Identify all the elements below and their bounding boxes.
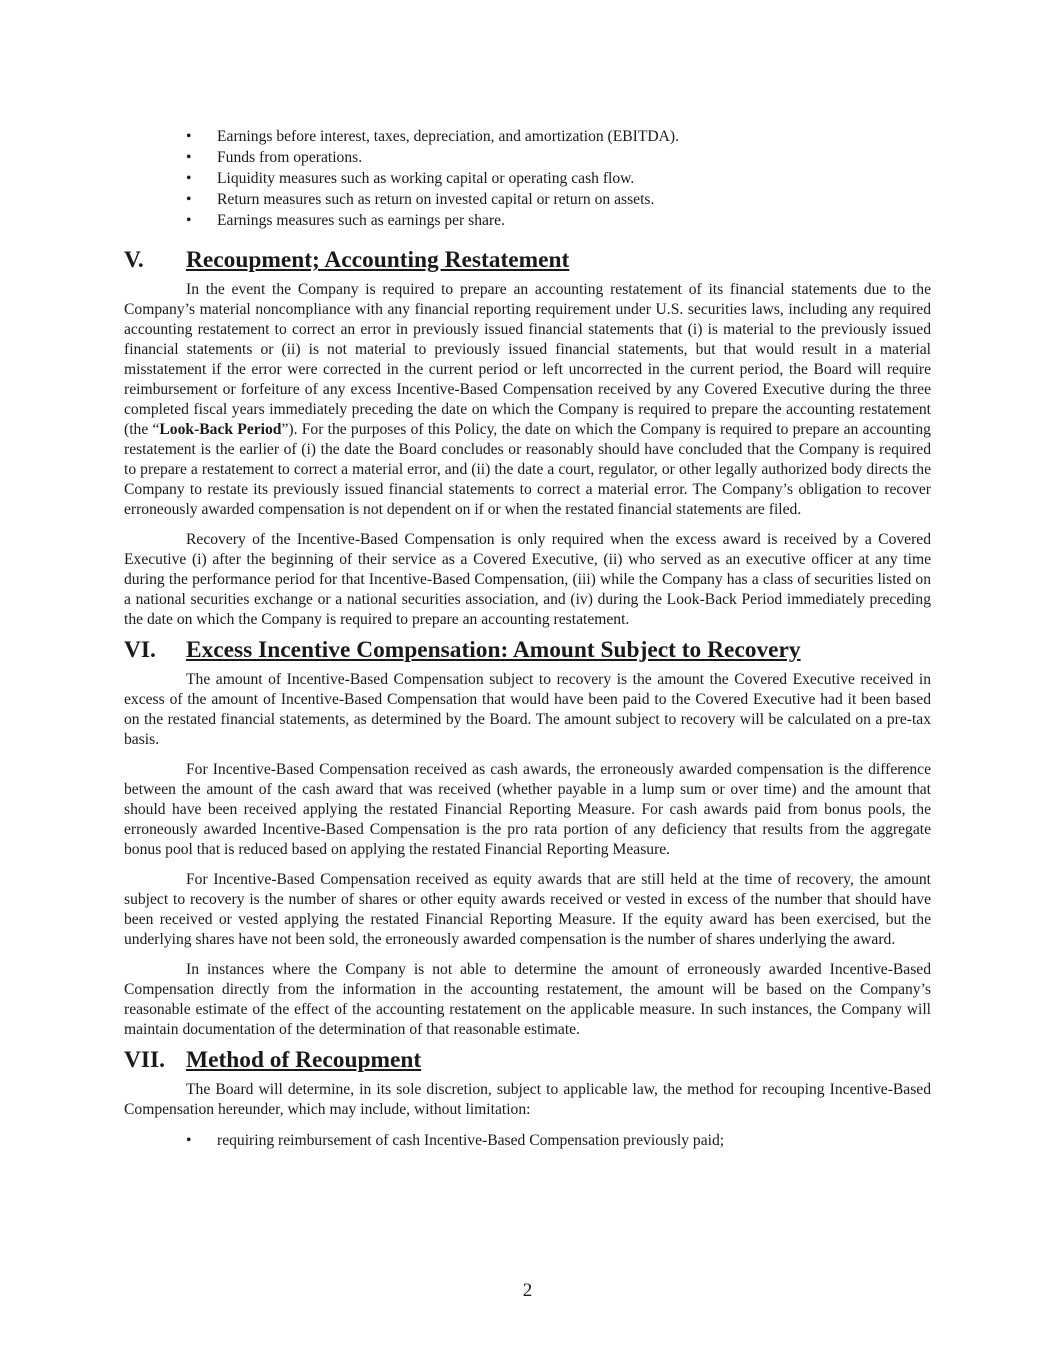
section-number: V. (124, 247, 144, 273)
recoupment-method-list (124, 1130, 931, 1151)
section-number: VI. (124, 637, 156, 663)
section-title: Excess Incentive Compensation: Amount Subject to Recovery (186, 637, 801, 663)
list-item: • Earnings measures such as earnings per share. (186, 212, 505, 229)
bullet-icon: • (186, 212, 192, 229)
bullet-icon: • (186, 128, 192, 145)
section-heading-excess-compensation (124, 637, 931, 663)
paragraph: Recovery of the Incentive-Based Compensation is only required when the excess award is received by a Covered Executive (i) after the beginning of their service as a Covered Executive, (ii) who served as an executive officer at any time during the performance period for that Incentive-Based Compensation, (iii) while the Company has a class of securities listed on a national securities exchange or a national securities association, and (iv) during the Look-Back Period immediately preceding the date on which the Company is required to prepare an accounting restatement. (124, 531, 931, 628)
section-heading-method (124, 1047, 931, 1073)
section-heading-recoupment (124, 247, 931, 273)
bullet-icon: • (186, 1132, 192, 1149)
bullet-icon: • (186, 149, 192, 166)
bullet-icon: • (186, 170, 192, 187)
paragraph: The Board will determine, in its sole discretion, subject to applicable law, the method for recouping Incentive-Based Compensation hereunder, which may include, without limitation: (124, 1081, 931, 1118)
paragraph: The amount of Incentive-Based Compensation subject to recovery is the amount the Covered Executive received in excess of the amount of Incentive-Based Compensation that would have been paid to the Covered Executive had it been based on the restated financial statements, as determined by the Board. The amount subject to recovery will be calculated on a pre-tax basis. (124, 671, 931, 748)
page-number: 2 (522, 1280, 533, 1301)
list-item: • Liquidity measures such as working capital or operating cash flow. (186, 170, 635, 187)
list-item: • Earnings before interest, taxes, depreciation, and amortization (EBITDA). (186, 128, 680, 145)
defined-term: Look-Back Period (159, 421, 282, 438)
document-page (124, 126, 931, 1151)
metrics-bullet-list (124, 126, 931, 231)
paragraph: For Incentive-Based Compensation received as equity awards that are still held at the time of recovery, the amount subject to recovery is the number of shares or other equity awards received or vested in excess of the number that should have been received or vested applying the restated Financial Reporting Measure. If the equity award has been exercised, but the underlying shares have not been sold, the erroneously awarded compensation is the number of shares underlying the award. (124, 871, 931, 948)
section-number: VII. (124, 1047, 165, 1073)
list-item: • Funds from operations. (186, 149, 363, 166)
list-item: • Return measures such as return on invested capital or return on assets. (186, 191, 655, 208)
paragraph: For Incentive-Based Compensation received as cash awards, the erroneously awarded compensation is the difference between the amount of the cash award that was received (whether payable in a lump sum or over time) and the amount that should have been received applying the restated Financial Reporting Measure. For cash awards paid from bonus pools, the erroneously awarded Incentive-Based Compensation is the pro rata portion of any deficiency that results from the aggregate bonus pool that is reduced based on applying the restated Financial Reporting Measure. (124, 761, 931, 858)
bullet-icon: • (186, 191, 192, 208)
paragraph: In instances where the Company is not able to determine the amount of erroneously awarded Incentive-Based Compensation directly from the information in the accounting restatement, the amount will be based on the Company’s reasonable estimate of the effect of the accounting restatement on the applicable measure. In such instances, the Company will maintain documentation of the determination of that reasonable estimate. (124, 961, 931, 1038)
section-title: Method of Recoupment (186, 1047, 422, 1073)
section-title: Recoupment; Accounting Restatement (186, 247, 570, 273)
list-item: • requiring reimbursement of cash Incentive-Based Compensation previously paid; (186, 1132, 725, 1149)
paragraph: In the event the Company is required to prepare an accounting restatement of its financial statements due to the Company’s material noncompliance with any financial reporting requirement under U.S. securities laws, including any required accounting restatement to correct an error in previously issued financial statements that (i) is material to the previously issued financial statements or (ii) is not material to previously issued financial statements, but that would result in a material misstatement if the error were corrected in the current period or left uncorrected in the current period, the Board will require reimbursement or forfeiture of any excess Incentive-Based Compensation received by any Covered Executive during the three completed fiscal years immediately preceding the date on which the Company is required to prepare the accounting restatement (the “Look-Back Period”). For the purposes of this Policy, the date on which the Company is required to prepare an accounting restatement is the earlier of (i) the date the Board concludes or reasonably should have concluded that the Company is required to prepare a restatement to correct a material error, and (ii) the date a court, regulator, or other legally authorized body directs the Company to restate its previously issued financial statements to correct a material error. The Company’s obligation to recover erroneously awarded compensation is not dependent on if or when the restated financial statements are filed. (124, 281, 931, 518)
